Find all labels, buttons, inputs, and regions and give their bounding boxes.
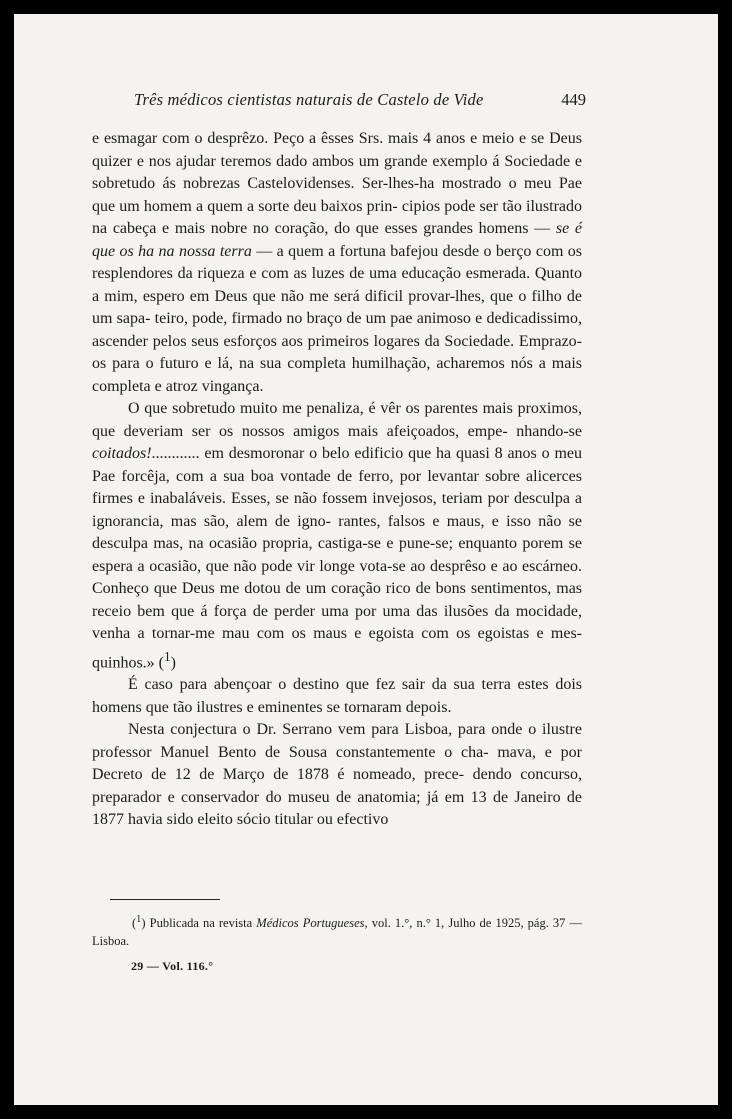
line: dendo concurso, preparador e conservador do museu de anatomia; <box>92 766 583 806</box>
line: É caso para abençoar o destino que fez sair da sua terra estes <box>128 676 549 694</box>
line: quasi 8 anos o meu Pae forcêja, com a sua boa vontade de ferro, <box>92 445 582 485</box>
footnote-divider <box>110 899 220 900</box>
italic-phrase: se é que os ha na nossa terra <box>92 220 583 260</box>
line: cipios pode ser tão ilustrado na cabeça e mais nobre no coração, do <box>92 197 583 237</box>
footnote-lead: ) Publicada na revista <box>141 916 257 931</box>
footnote-reference: 1 <box>164 648 171 664</box>
paragraph-4 <box>92 719 582 832</box>
paragraph-1 <box>92 128 582 398</box>
line: em Deus que não me será dificil provar-lhes, que o filho de um sapa- <box>92 287 583 327</box>
line: pode vir longe vota-se ao desprêso e ao escárneo. Conheço que Deus <box>92 557 583 597</box>
line: quinhos.» ( <box>92 653 164 671</box>
line: se Deus quizer e nos ajudar teremos dado ambos um grande exemplo <box>92 130 583 170</box>
footnote <box>92 911 582 950</box>
line: por levantar sobre alicerces firmes e inabaláveis. Esses, se não fossem <box>92 467 583 507</box>
line: já em 13 de Janeiro de 1877 havia sido eleito sócio titular ou efectivo <box>92 788 583 829</box>
line: que esses grandes homens — <box>355 220 556 237</box>
italic-word: coitados! <box>92 445 152 462</box>
paragraph-3 <box>92 674 582 719</box>
line: e esmagar com o desprêzo. Peço a êsses Srs. mais 4 anos e meio e <box>92 130 527 147</box>
line: — a quem <box>251 242 324 260</box>
body-text <box>92 128 582 832</box>
paragraph-2 <box>92 398 582 674</box>
line: nhando-se <box>516 422 583 440</box>
footnote-details: , vol. 1.°, n.° 1, Julho de 1925, <box>364 916 524 931</box>
page-number: 449 <box>561 90 586 109</box>
line: á Sociedade e sobretudo ás nobrezas Castelovidenses. Ser-lhes-ha <box>92 152 583 192</box>
line: castiga-se e pune-se; enquanto porem se espera a ocasião, que não <box>92 535 583 575</box>
line: proximos, que deveriam ser os nossos amigos mais afeiçoados, empe- <box>92 400 583 440</box>
footnote-marker-open: ( <box>132 916 137 931</box>
line: rantes, falsos e maus, e isso não se desculpa mas, na ocasião propria, <box>92 512 583 552</box>
line: ............ em desmoronar o belo edificio que ha <box>151 445 452 462</box>
line: mava, e por Decreto de 12 de Março de 1878 é nomeado, prece- <box>92 743 583 784</box>
line: invejosos, teriam por desculpa a ignorancia, mas são, alem de igno- <box>92 490 583 530</box>
line: com as luzes de uma educação esmerada. Quanto a mim, espero <box>92 265 583 305</box>
footnote-details-2: pág. 37 — Lisboa. <box>92 916 583 949</box>
book-page <box>14 14 718 1105</box>
printer-signature: 29 — Vol. 116.° <box>131 959 214 973</box>
line: dois homens que tão ilustres e eminentes se tornaram depois. <box>92 676 582 716</box>
line: ascender pelos seus esforços aos primeiros logares da Sociedade. <box>92 332 515 350</box>
line: nós a mais completa e atroz vingança. <box>92 355 583 395</box>
line: Nesta conjectura o Dr. Serrano vem para Lisboa, para onde <box>128 721 523 739</box>
footnote-marker-number: 1 <box>136 914 142 925</box>
running-header <box>134 90 586 110</box>
line: ) <box>170 653 176 671</box>
line: Emprazo-os para o futuro e lá, na sua completa humilhação, acharemos <box>92 332 582 372</box>
line: mostrado o meu Pae que um homem a quem a sorte deu baixos prin- <box>92 175 582 215</box>
line: teiro, pode, firmado no braço de um pae animoso e dedicadissimo, <box>154 310 582 327</box>
footnote-text <box>92 911 582 950</box>
footnote-journal: Médicos Portugueses <box>256 916 365 931</box>
line: a fortuna bafejou desde o berço com os resplendores da riqueza e <box>92 242 583 282</box>
line: me dotou de um coração rico de bons sentimentos, mas receio bem <box>92 580 583 620</box>
line: O que sobretudo muito me penaliza, é vêr os parentes mais <box>128 400 513 417</box>
line: o ilustre professor Manuel Bento de Sousa constantemente o cha- <box>92 721 582 761</box>
header-title: Três médicos cientistas naturais de Castelo de Vide <box>134 90 484 109</box>
line: a tornar-me mau com os maus e egoista com os egoistas e mes- <box>137 625 583 642</box>
line: que á força de perder uma por uma das ilusões da mocidade, venha <box>92 602 583 642</box>
